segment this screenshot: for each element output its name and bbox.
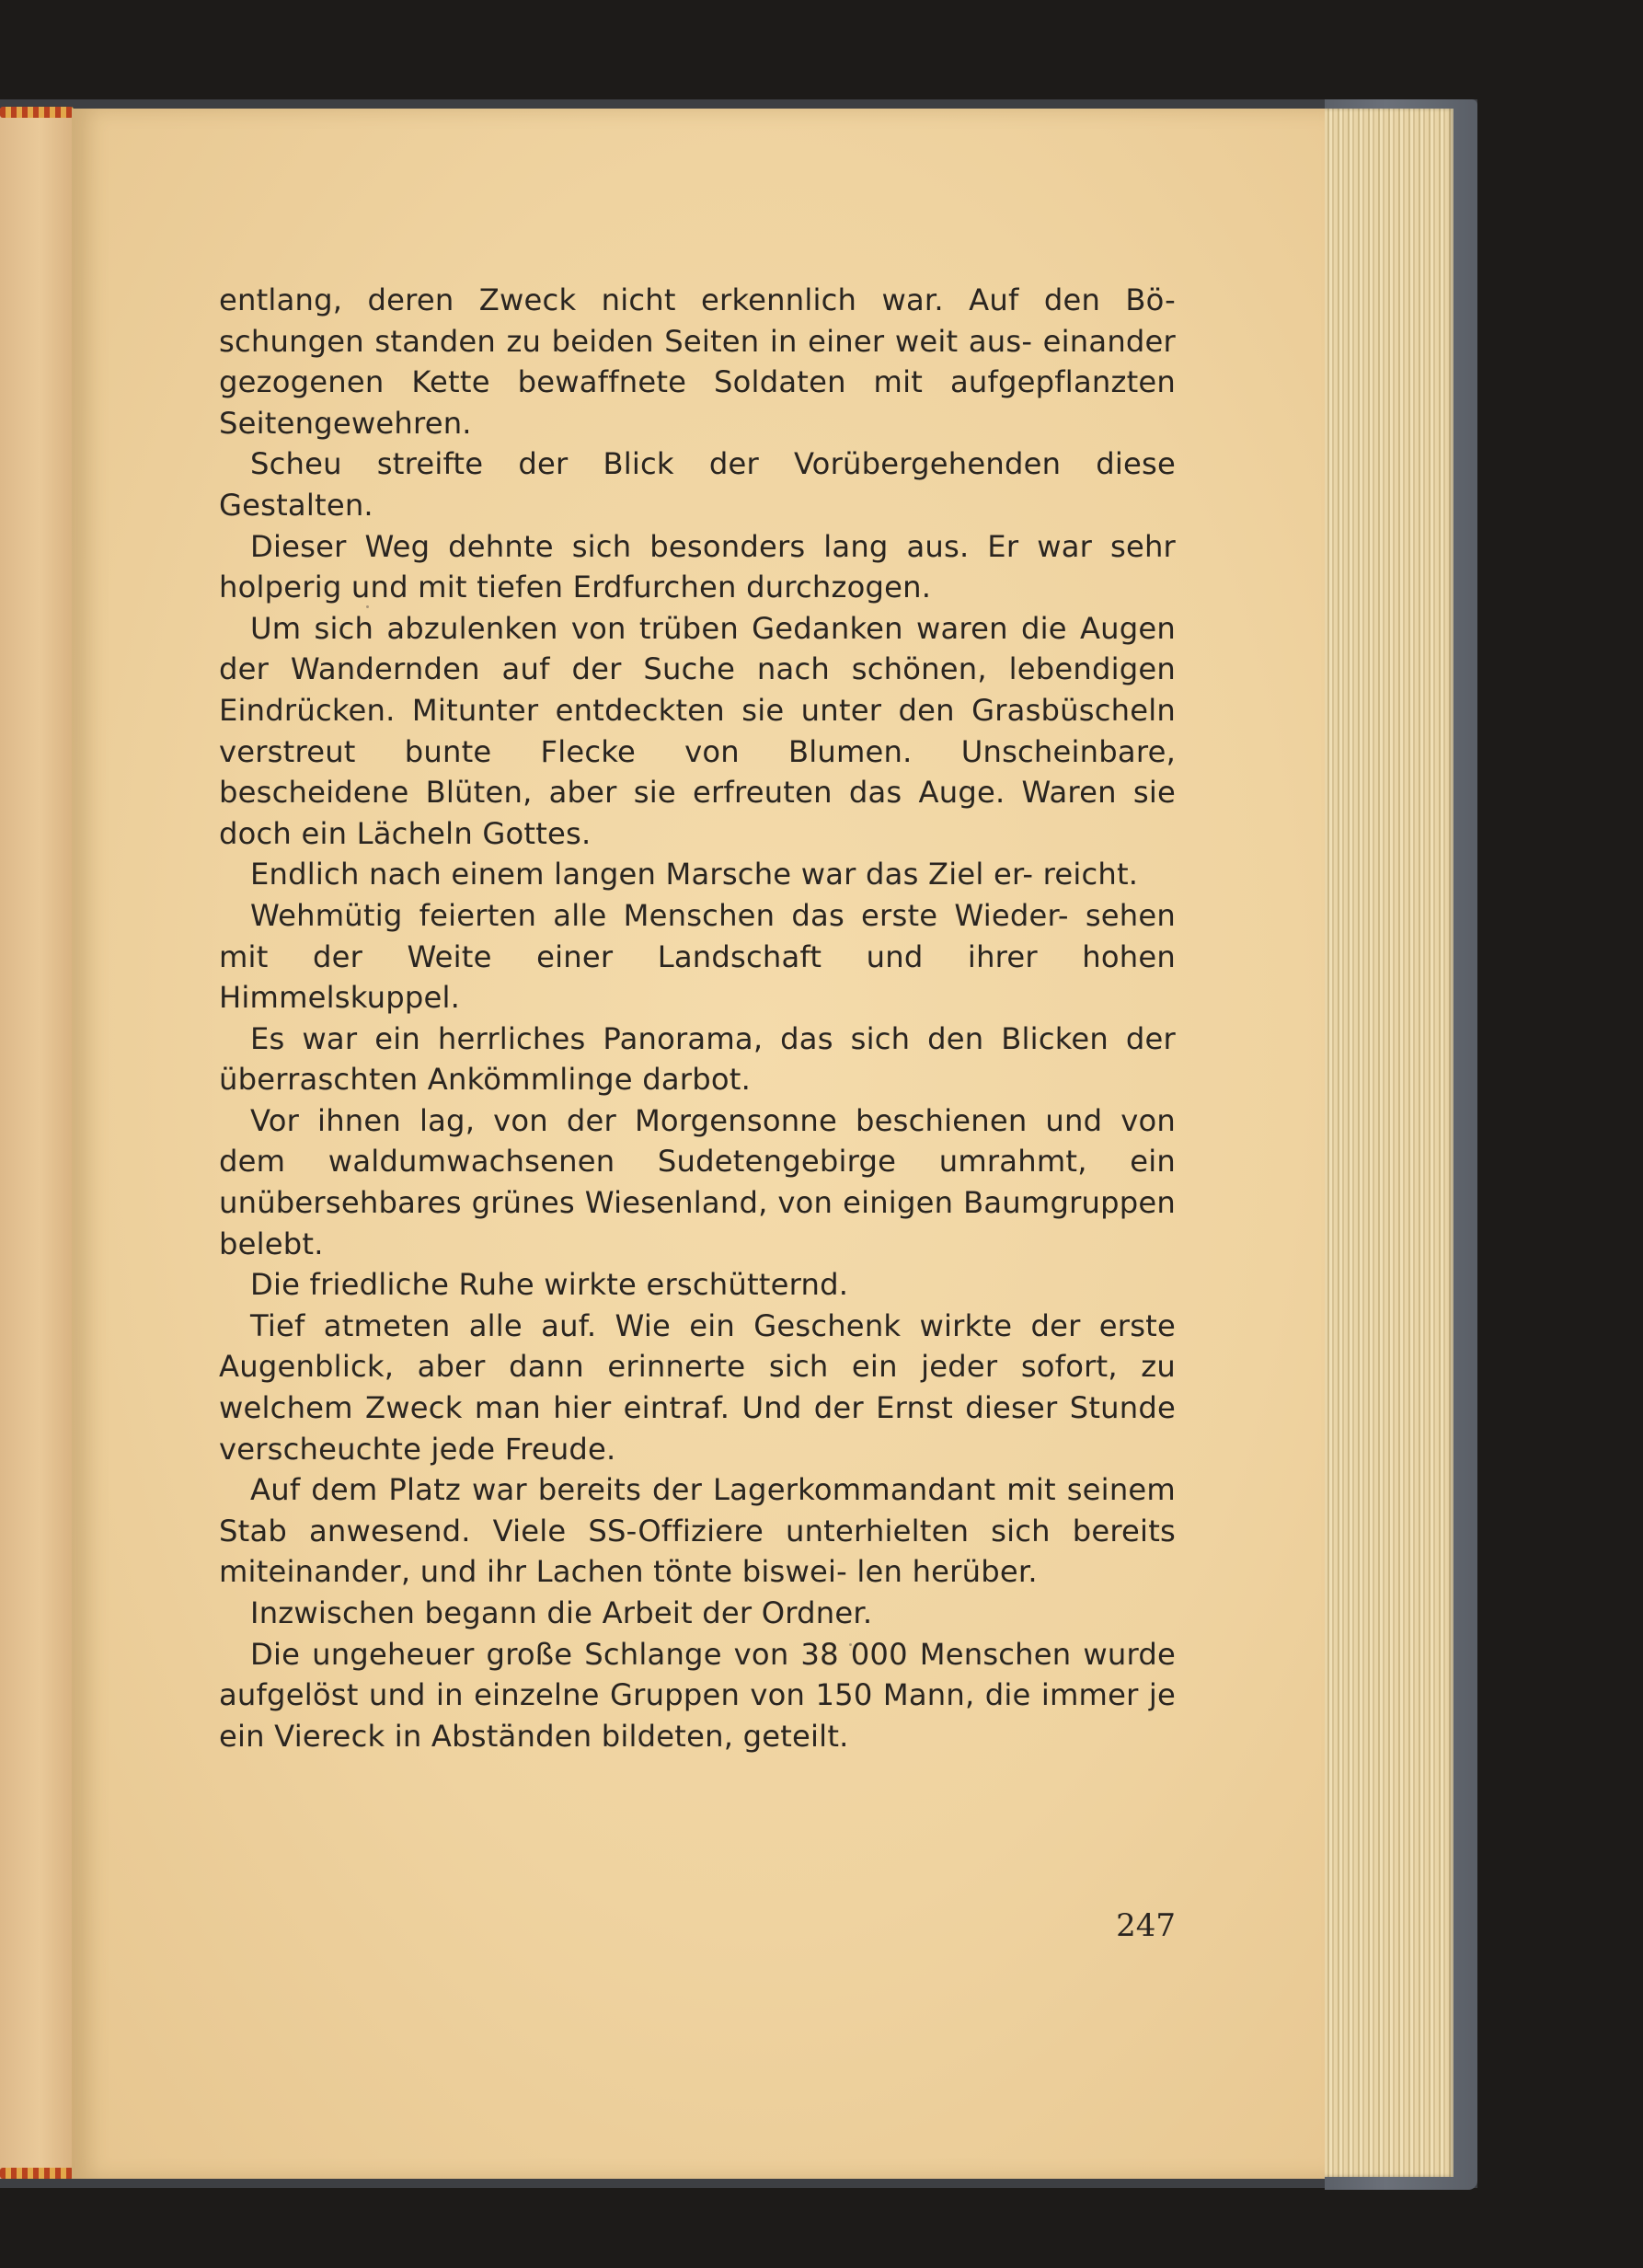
spine-thread-top (0, 107, 74, 118)
paragraph: Die ungeheuer große Schlange von 38 000 Menschen wurde aufgelöst und in einzelne Gruppen von 150 Mann, die immer je ein Viereck in Abständen bildeten, geteilt. (219, 1636, 1176, 1754)
paragraph: Wehmütig feierten alle Menschen das erste Wieder- sehen mit der Weite einer Landschaft und ihrer hohen Himmelskuppel. (219, 897, 1176, 1016)
spine-thread-bottom (0, 2168, 74, 2179)
paragraph: Scheu streifte der Blick der Vorübergehenden diese Gestalten. (219, 446, 1176, 523)
page-number: 247 (1116, 1907, 1176, 1944)
page-block-edges (1314, 109, 1453, 2177)
paragraph: Inzwischen begann die Arbeit der Ordner. (250, 1595, 873, 1630)
paragraph: Tief atmeten alle auf. Wie ein Geschenk wirkte der erste Augenblick, aber dann erinnerte sich ein jeder sofort, zu welchem Zweck man hier eintraf. Und der Ernst dieser Stunde verscheuchte jede Freude. (219, 1307, 1176, 1467)
previous-page-sliver (0, 109, 72, 2179)
paragraph: Um sich abzulenken von trüben Gedanken waren die Augen der Wandernden auf der Suche nach schönen, lebendigen Eindrücken. Mitunter entdeckten sie unter den Grasbüscheln verstreut bunte Flecke von Blumen. Unscheinbare, bescheidene Blüten, aber sie erfreuten das Auge. Waren sie doch ein Lächeln Gottes. (219, 610, 1176, 851)
page-body-text (219, 280, 1176, 1756)
paragraph: Endlich nach einem langen Marsche war das Ziel er- reicht. (250, 857, 1139, 892)
paragraph: entlang, deren Zweck nicht erkennlich war. Auf den Bö- schungen standen zu beiden Seiten in einer weit aus- einander gezogenen Kette bewaffnete Soldaten mit aufgepflanzten Seitengewehren. (219, 282, 1176, 441)
paragraph: Vor ihnen lag, von der Morgensonne beschienen und von dem waldumwachsenen Sudetengebirge umrahmt, ein unübersehbares grünes Wiesenland, von einigen Baumgruppen belebt. (219, 1102, 1176, 1261)
book-page (72, 109, 1325, 2179)
paragraph: Dieser Weg dehnte sich besonders lang aus. Er war sehr holperig und mit tiefen Erdfurchen durchzogen. (219, 528, 1176, 605)
paragraph: Die friedliche Ruhe wirkte erschütternd. (250, 1267, 849, 1303)
paragraph: Es war ein herrliches Panorama, das sich den Blicken der überraschten Ankömmlinge darbot. (219, 1020, 1176, 1098)
paragraph: Auf dem Platz war bereits der Lagerkommandant mit seinem Stab anwesend. Viele SS-Offiziere unterhielten sich bereits miteinander, und ihr Lachen tönte biswei- len herüber. (219, 1472, 1176, 1590)
